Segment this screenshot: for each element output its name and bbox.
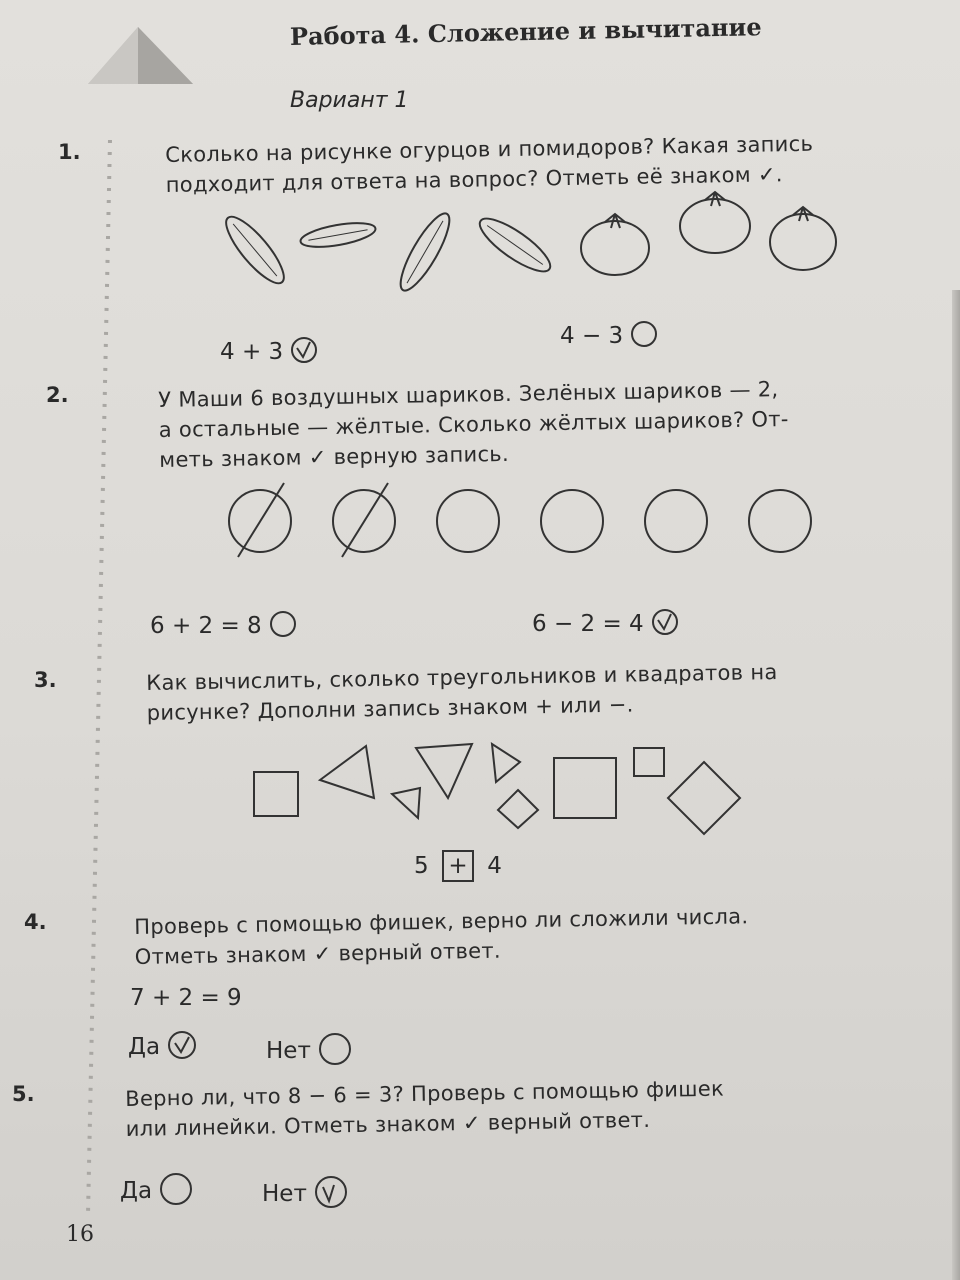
task-2-number: 2. <box>46 383 69 407</box>
task-3-line-1: Как вычислить, сколько треугольников и квадратов на <box>146 659 778 695</box>
task-2-option-1-label: 6 + 2 = 8 <box>150 613 262 639</box>
task-3-sign: + <box>448 853 468 879</box>
task-3-line-2: рисунке? Дополни запись знаком + или −. <box>146 692 634 725</box>
folded-corner-icon <box>78 22 198 102</box>
task-2-option-2 <box>532 608 679 637</box>
task-5-text <box>125 1074 725 1144</box>
triangle-shape <box>492 744 520 782</box>
task-2-option-1 <box>150 610 297 639</box>
task-3-right-number: 4 <box>487 853 502 879</box>
task-4-yes-label: Да <box>128 1034 161 1060</box>
task-4-number: 4. <box>24 910 47 934</box>
crossed-balloon-icon <box>229 483 291 557</box>
balloon-icon <box>541 490 603 552</box>
balloon-icon <box>437 490 499 552</box>
square-shape <box>498 790 538 828</box>
task-5-no <box>262 1175 348 1209</box>
dotted-margin-line <box>100 140 120 1220</box>
checked-circle-icon[interactable] <box>290 336 318 364</box>
cucumber-icon <box>299 219 377 252</box>
shapes-picture <box>240 740 760 840</box>
page-edge <box>952 290 960 1280</box>
tomato-icon <box>581 214 649 275</box>
square-shape <box>554 758 616 818</box>
empty-circle-icon[interactable] <box>630 320 658 348</box>
page-title: Работа 4. Сложение и вычитание <box>289 12 762 51</box>
cucumber-icon <box>393 208 458 296</box>
task-3-sign-box[interactable] <box>442 850 474 882</box>
crossed-balloon-icon <box>333 483 395 557</box>
task-4-yes <box>128 1030 197 1060</box>
task-1-option-1-label: 4 + 3 <box>220 339 284 365</box>
tomato-icon <box>680 192 750 253</box>
task-5-no-label: Нет <box>262 1181 307 1207</box>
cucumbers-tomatoes-picture <box>210 190 850 310</box>
balloon-icon <box>749 490 811 552</box>
task-3-text <box>146 657 778 728</box>
cucumber-icon <box>218 209 292 290</box>
balloon-icon <box>645 490 707 552</box>
task-1-option-1 <box>220 336 318 365</box>
task-1-number: 1. <box>58 140 81 164</box>
square-shape <box>634 748 664 776</box>
task-4-no-label: Нет <box>266 1038 311 1064</box>
task-5-yes-label: Да <box>120 1178 153 1204</box>
task-3-expression <box>414 850 502 882</box>
task-1-line-1: Сколько на рисунке огурцов и помидоров? Какая запись <box>165 131 814 167</box>
task-5-line-1: Верно ли, что 8 − 6 = 3? Проверь с помощью фишек <box>125 1076 725 1111</box>
triangle-shape <box>416 744 472 798</box>
task-5-yes <box>120 1172 193 1206</box>
task-1-line-2: подходит для ответа на вопрос? Отметь её знаком ✓. <box>165 162 783 197</box>
task-3-number: 3. <box>34 668 57 692</box>
task-2-line-3: меть знаком ✓ верную запись. <box>159 441 510 472</box>
task-2-text <box>158 374 789 475</box>
triangle-shape <box>320 746 374 798</box>
task-2-line-2: а остальные — жёлтые. Сколько жёлтых шариков? От- <box>158 407 789 442</box>
tomato-icon <box>770 207 836 270</box>
balloons-picture <box>225 485 825 565</box>
empty-circle-icon[interactable] <box>318 1032 352 1066</box>
empty-circle-icon[interactable] <box>159 1172 193 1206</box>
variant-label: Вариант 1 <box>290 88 409 113</box>
cucumber-icon <box>473 210 557 279</box>
task-1-option-2 <box>560 320 658 349</box>
task-1-option-2-label: 4 − 3 <box>560 323 624 349</box>
task-3-left-number: 5 <box>414 853 429 879</box>
task-4-no <box>266 1032 352 1066</box>
square-shape <box>668 762 740 834</box>
task-2-line-1: У Маши 6 воздушных шариков. Зелёных шариков — 2, <box>158 377 779 412</box>
page-number: 16 <box>66 1222 94 1247</box>
task-2-option-2-label: 6 − 2 = 4 <box>532 611 644 637</box>
task-4-text <box>134 901 749 972</box>
task-4-line-1: Проверь с помощью фишек, верно ли сложили числа. <box>134 904 749 939</box>
task-5-number: 5. <box>12 1082 35 1106</box>
square-shape <box>254 772 298 816</box>
triangle-shape <box>392 788 420 818</box>
task-4-equation: 7 + 2 = 9 <box>130 985 242 1011</box>
checked-circle-icon[interactable] <box>651 608 679 636</box>
checked-circle-icon[interactable] <box>314 1175 348 1209</box>
empty-circle-icon[interactable] <box>269 610 297 638</box>
task-5-line-2: или линейки. Отметь знаком ✓ верный ответ. <box>125 1107 651 1141</box>
checked-circle-icon[interactable] <box>167 1030 197 1060</box>
task-4-line-2: Отметь знаком ✓ верный ответ. <box>134 938 502 969</box>
